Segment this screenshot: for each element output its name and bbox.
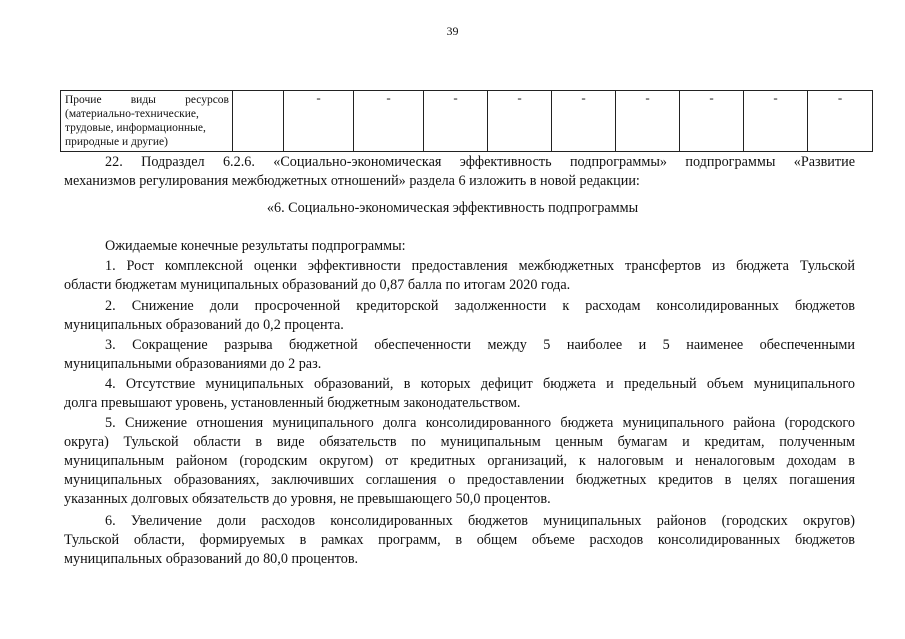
table-cell: - <box>552 91 616 152</box>
table-cell: - <box>424 91 488 152</box>
row-label-cell <box>61 91 233 152</box>
text-line: муниципальных образований до 0,2 процента. <box>64 317 344 333</box>
section-heading: «6. Социально-экономическая эффективность подпрограммы <box>266 200 639 216</box>
text-line: Тульской области, формируемых в рамках программ, в общем объеме расходов консолидированных бюджетов <box>64 532 855 548</box>
text-line: муниципальных образований до 80,0 процентов. <box>64 551 359 567</box>
table-cell <box>233 91 284 152</box>
row-label-word: Прочие <box>65 94 102 106</box>
table-cell: - <box>488 91 552 152</box>
text-line: муниципальным районом (городским округом) от кредитных организаций, к налоговым и неналоговым доходам в <box>64 453 855 469</box>
text-line: указанных долговых обязательств до уровня, не превышающего 50,0 процентов. <box>64 491 551 507</box>
row-label-line-1 <box>65 93 229 107</box>
text-line: 6. Увеличение доли расходов консолидированных бюджетов муниципальных районов (городских округов) <box>105 513 855 529</box>
table-row <box>61 91 873 152</box>
intro-paragraph <box>64 153 855 191</box>
result-item-5 <box>64 414 855 509</box>
text-line: Ожидаемые конечные результаты подпрограммы: <box>105 238 406 254</box>
result-item-4 <box>64 375 855 413</box>
page-number: 39 <box>446 24 459 38</box>
table-cell: - <box>808 91 873 152</box>
text-line: области бюджетам муниципальных образований до 0,87 балла по итогам 2020 года. <box>64 277 571 293</box>
result-item-3 <box>64 336 855 374</box>
table-cell: - <box>744 91 808 152</box>
text-line: 4. Отсутствие муниципальных образований, в которых дефицит бюджета и предельный объем муниципального <box>105 376 855 392</box>
text-line: округа) Тульской области в виде обязательств по муниципальным ценным бумагам и кредитам, полученным <box>64 434 855 450</box>
text-line: 1. Рост комплексной оценки эффективности предоставления межбюджетных трансфертов из бюджета Тульской <box>105 258 855 274</box>
row-label-word: виды <box>130 94 156 106</box>
result-item-1 <box>64 257 855 295</box>
results-intro <box>64 237 855 256</box>
text-line: муниципальными образованиями до 2 раз. <box>64 356 322 372</box>
text-line: 3. Сокращение разрыва бюджетной обеспеченности между 5 наиболее и 5 наименее обеспеченными <box>105 337 855 353</box>
row-label-word: ресурсов <box>185 94 229 106</box>
table-cell: - <box>616 91 680 152</box>
result-item-2 <box>64 297 855 335</box>
text-line: 2. Снижение доли просроченной кредиторской задолженности к расходам консолидированных бюджетов <box>105 298 855 314</box>
row-label-line-3: трудовые, информационные, <box>65 122 206 134</box>
table-cell: - <box>680 91 744 152</box>
row-label-line-4: природные и другие) <box>65 136 168 148</box>
result-item-6 <box>64 512 855 569</box>
text-line: долга превышают уровень, установленный бюджетным законодательством. <box>64 395 521 411</box>
table-cell: - <box>284 91 354 152</box>
text-line: 5. Снижение отношения муниципального долга консолидированного бюджета муниципального района (городского <box>105 415 855 431</box>
text-line: муниципальных образованиях, заключивших соглашения о предоставлении бюджетных кредитов в целях погашения <box>64 472 855 488</box>
table-cell: - <box>354 91 424 152</box>
resources-table <box>60 90 873 152</box>
text-line: 22. Подраздел 6.2.6. «Социально-экономическая эффективность подпрограммы» подпрограммы «Развитие <box>105 154 855 170</box>
text-line: механизмов регулирования межбюджетных отношений» раздела 6 изложить в новой редакции: <box>64 173 640 189</box>
row-label-line-2: (материально-технические, <box>65 108 199 120</box>
